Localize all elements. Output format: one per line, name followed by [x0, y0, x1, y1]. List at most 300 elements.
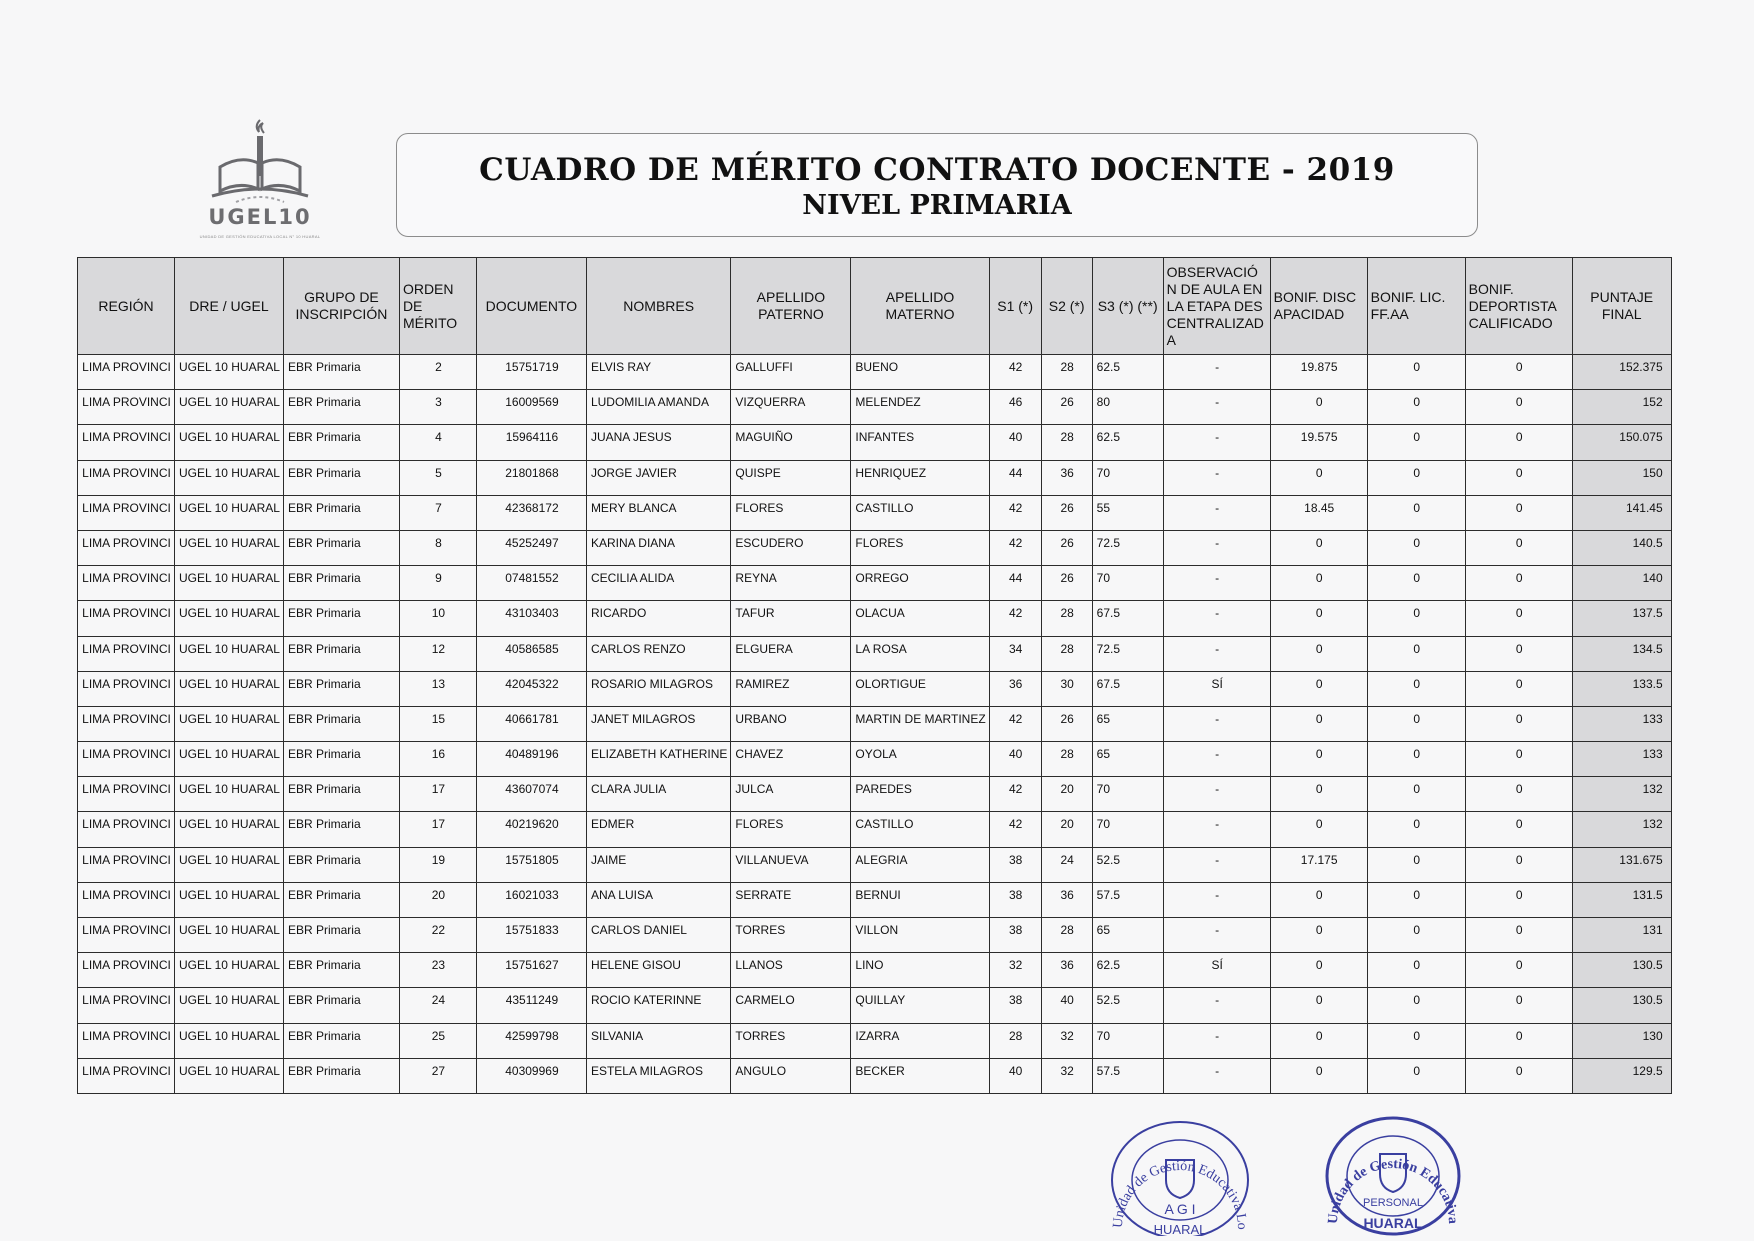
- cell-documento: 42599798: [476, 1023, 586, 1058]
- table-row: [78, 425, 1672, 460]
- cell-orden: 27: [399, 1058, 476, 1093]
- cell-puntaje-final: 150: [1572, 460, 1671, 495]
- col-s3: S3 (*) (**): [1092, 258, 1163, 355]
- cell-grupo: EBR Primaria: [283, 495, 399, 530]
- cell-apellido-paterno: ELGUERA: [731, 636, 851, 671]
- cell-s1: 44: [989, 566, 1041, 601]
- cell-nombres: MERY BLANCA: [586, 495, 730, 530]
- cell-ugel: UGEL 10 HUARAL: [175, 425, 284, 460]
- cell-s2: 32: [1041, 1023, 1092, 1058]
- cell-bonif-ffaa: 0: [1367, 742, 1465, 777]
- seal-personal: [1318, 1106, 1468, 1241]
- cell-documento: 43103403: [476, 601, 586, 636]
- cell-documento: 40586585: [476, 636, 586, 671]
- cell-s2: 28: [1041, 425, 1092, 460]
- cell-bonif-ffaa: 0: [1367, 495, 1465, 530]
- cell-puntaje-final: 140: [1572, 566, 1671, 601]
- table-row: [78, 1058, 1672, 1093]
- cell-nombres: ELVIS RAY: [586, 355, 730, 390]
- cell-bonif-discapacidad: 18.45: [1270, 495, 1367, 530]
- col-bonif-discapacidad: BONIF. DISCAPACIDAD: [1270, 258, 1367, 355]
- cell-observacion: -: [1163, 882, 1270, 917]
- cell-s2: 20: [1041, 812, 1092, 847]
- cell-documento: 15751719: [476, 355, 586, 390]
- cell-apellido-paterno: JULCA: [731, 777, 851, 812]
- cell-bonif-ffaa: 0: [1367, 355, 1465, 390]
- cell-puntaje-final: 133: [1572, 706, 1671, 741]
- cell-documento: 16021033: [476, 882, 586, 917]
- cell-orden: 10: [399, 601, 476, 636]
- cell-s2: 24: [1041, 847, 1092, 882]
- cell-s3: 65: [1092, 742, 1163, 777]
- cell-grupo: EBR Primaria: [283, 918, 399, 953]
- cell-bonif-discapacidad: 0: [1270, 777, 1367, 812]
- cell-region: LIMA PROVINCI: [78, 495, 175, 530]
- cell-bonif-deportista: 0: [1465, 566, 1572, 601]
- cell-apellido-paterno: CARMELO: [731, 988, 851, 1023]
- cell-bonif-deportista: 0: [1465, 671, 1572, 706]
- table-row: [78, 706, 1672, 741]
- cell-apellido-paterno: TORRES: [731, 918, 851, 953]
- cell-ugel: UGEL 10 HUARAL: [175, 530, 284, 565]
- cell-grupo: EBR Primaria: [283, 425, 399, 460]
- table-row: [78, 601, 1672, 636]
- cell-s3: 57.5: [1092, 1058, 1163, 1093]
- table-body: [78, 355, 1672, 1094]
- cell-grupo: EBR Primaria: [283, 988, 399, 1023]
- cell-puntaje-final: 129.5: [1572, 1058, 1671, 1093]
- seal-personal-bottom-text: HUARAL: [1363, 1215, 1423, 1231]
- cell-apellido-paterno: RAMIREZ: [731, 671, 851, 706]
- cell-bonif-deportista: 0: [1465, 918, 1572, 953]
- cell-s1: 38: [989, 882, 1041, 917]
- cell-nombres: JUANA JESUS: [586, 425, 730, 460]
- cell-region: LIMA PROVINCI: [78, 601, 175, 636]
- cell-bonif-ffaa: 0: [1367, 988, 1465, 1023]
- cell-s1: 42: [989, 495, 1041, 530]
- cell-puntaje-final: 141.45: [1572, 495, 1671, 530]
- cell-apellido-paterno: LLANOS: [731, 953, 851, 988]
- seal-agi-center-text: A G I: [1164, 1201, 1196, 1217]
- table-row: [78, 777, 1672, 812]
- table-row: [78, 1023, 1672, 1058]
- cell-grupo: EBR Primaria: [283, 601, 399, 636]
- cell-apellido-materno: OLACUA: [851, 601, 989, 636]
- cell-s1: 40: [989, 742, 1041, 777]
- document-subtitle: NIVEL PRIMARIA: [802, 190, 1072, 221]
- cell-observacion: -: [1163, 636, 1270, 671]
- table-row: [78, 355, 1672, 390]
- cell-bonif-ffaa: 0: [1367, 812, 1465, 847]
- cell-bonif-discapacidad: 0: [1270, 882, 1367, 917]
- cell-nombres: ANA LUISA: [586, 882, 730, 917]
- cell-region: LIMA PROVINCI: [78, 706, 175, 741]
- cell-bonif-ffaa: 0: [1367, 566, 1465, 601]
- cell-grupo: EBR Primaria: [283, 742, 399, 777]
- cell-s2: 28: [1041, 355, 1092, 390]
- cell-apellido-paterno: VIZQUERRA: [731, 390, 851, 425]
- cell-documento: 15751833: [476, 918, 586, 953]
- cell-s3: 55: [1092, 495, 1163, 530]
- cell-apellido-materno: PAREDES: [851, 777, 989, 812]
- cell-s3: 67.5: [1092, 671, 1163, 706]
- cell-orden: 5: [399, 460, 476, 495]
- cell-ugel: UGEL 10 HUARAL: [175, 671, 284, 706]
- cell-bonif-deportista: 0: [1465, 812, 1572, 847]
- cell-apellido-materno: ALEGRIA: [851, 847, 989, 882]
- cell-observacion: -: [1163, 425, 1270, 460]
- cell-region: LIMA PROVINCI: [78, 953, 175, 988]
- cell-bonif-deportista: 0: [1465, 355, 1572, 390]
- cell-s3: 72.5: [1092, 530, 1163, 565]
- cell-bonif-deportista: 0: [1465, 530, 1572, 565]
- cell-grupo: EBR Primaria: [283, 355, 399, 390]
- table-row: [78, 636, 1672, 671]
- cell-s2: 30: [1041, 671, 1092, 706]
- cell-nombres: CLARA JULIA: [586, 777, 730, 812]
- cell-s1: 28: [989, 1023, 1041, 1058]
- cell-nombres: EDMER: [586, 812, 730, 847]
- cell-documento: 15751805: [476, 847, 586, 882]
- cell-puntaje-final: 130: [1572, 1023, 1671, 1058]
- table-row: [78, 882, 1672, 917]
- cell-apellido-paterno: SERRATE: [731, 882, 851, 917]
- cell-orden: 2: [399, 355, 476, 390]
- cell-orden: 3: [399, 390, 476, 425]
- cell-nombres: ROCIO KATERINNE: [586, 988, 730, 1023]
- cell-puntaje-final: 130.5: [1572, 988, 1671, 1023]
- cell-bonif-discapacidad: 0: [1270, 988, 1367, 1023]
- cell-region: LIMA PROVINCI: [78, 847, 175, 882]
- col-bonif-deportista: BONIF. DEPORTISTA CALIFICADO: [1465, 258, 1572, 355]
- cell-orden: 23: [399, 953, 476, 988]
- table-row: [78, 812, 1672, 847]
- cell-ugel: UGEL 10 HUARAL: [175, 812, 284, 847]
- table-header-row: [78, 258, 1672, 355]
- cell-orden: 15: [399, 706, 476, 741]
- cell-observacion: -: [1163, 566, 1270, 601]
- table-row: [78, 390, 1672, 425]
- cell-apellido-materno: LINO: [851, 953, 989, 988]
- cell-region: LIMA PROVINCI: [78, 1023, 175, 1058]
- cell-s1: 42: [989, 777, 1041, 812]
- cell-ugel: UGEL 10 HUARAL: [175, 601, 284, 636]
- table-row: [78, 530, 1672, 565]
- cell-s3: 52.5: [1092, 988, 1163, 1023]
- cell-s3: 70: [1092, 460, 1163, 495]
- cell-grupo: EBR Primaria: [283, 671, 399, 706]
- cell-documento: 15751627: [476, 953, 586, 988]
- cell-apellido-paterno: QUISPE: [731, 460, 851, 495]
- cell-ugel: UGEL 10 HUARAL: [175, 918, 284, 953]
- seal-agi-bottom-text: HUARAL: [1153, 1222, 1207, 1236]
- logo-subtitle: UNIDAD DE GESTIÓN EDUCATIVA LOCAL N° 10 HUARAL: [199, 234, 321, 239]
- cell-s1: 40: [989, 425, 1041, 460]
- cell-nombres: CARLOS RENZO: [586, 636, 730, 671]
- cell-ugel: UGEL 10 HUARAL: [175, 706, 284, 741]
- seal-personal-center-text: PERSONAL: [1363, 1197, 1423, 1209]
- cell-apellido-materno: MELENDEZ: [851, 390, 989, 425]
- cell-orden: 7: [399, 495, 476, 530]
- cell-nombres: CECILIA ALIDA: [586, 566, 730, 601]
- open-book-torch-icon: [200, 112, 320, 207]
- cell-bonif-discapacidad: 0: [1270, 706, 1367, 741]
- cell-nombres: HELENE GISOU: [586, 953, 730, 988]
- cell-nombres: JORGE JAVIER: [586, 460, 730, 495]
- col-dre-ugel: DRE / UGEL: [175, 258, 284, 355]
- cell-observacion: -: [1163, 390, 1270, 425]
- cell-observacion: SÍ: [1163, 671, 1270, 706]
- cell-s2: 36: [1041, 953, 1092, 988]
- table-row: [78, 495, 1672, 530]
- cell-observacion: -: [1163, 1023, 1270, 1058]
- cell-s2: 36: [1041, 882, 1092, 917]
- cell-region: LIMA PROVINCI: [78, 636, 175, 671]
- cell-apellido-materno: CASTILLO: [851, 495, 989, 530]
- cell-ugel: UGEL 10 HUARAL: [175, 355, 284, 390]
- cell-bonif-discapacidad: 0: [1270, 918, 1367, 953]
- cell-documento: 40219620: [476, 812, 586, 847]
- cell-nombres: CARLOS DANIEL: [586, 918, 730, 953]
- cell-s2: 28: [1041, 636, 1092, 671]
- cell-observacion: -: [1163, 706, 1270, 741]
- cell-apellido-paterno: FLORES: [731, 812, 851, 847]
- cell-documento: 15964116: [476, 425, 586, 460]
- cell-bonif-deportista: 0: [1465, 425, 1572, 460]
- cell-observacion: -: [1163, 777, 1270, 812]
- cell-region: LIMA PROVINCI: [78, 671, 175, 706]
- cell-s2: 28: [1041, 601, 1092, 636]
- cell-observacion: -: [1163, 601, 1270, 636]
- cell-s1: 40: [989, 1058, 1041, 1093]
- table-row: [78, 671, 1672, 706]
- cell-puntaje-final: 131: [1572, 918, 1671, 953]
- col-region: REGIÓN: [78, 258, 175, 355]
- cell-bonif-deportista: 0: [1465, 706, 1572, 741]
- cell-bonif-ffaa: 0: [1367, 601, 1465, 636]
- cell-bonif-deportista: 0: [1465, 988, 1572, 1023]
- cell-apellido-materno: FLORES: [851, 530, 989, 565]
- cell-nombres: RICARDO: [586, 601, 730, 636]
- cell-puntaje-final: 137.5: [1572, 601, 1671, 636]
- cell-observacion: -: [1163, 812, 1270, 847]
- cell-region: LIMA PROVINCI: [78, 390, 175, 425]
- cell-grupo: EBR Primaria: [283, 882, 399, 917]
- cell-s1: 42: [989, 355, 1041, 390]
- cell-grupo: EBR Primaria: [283, 777, 399, 812]
- cell-puntaje-final: 130.5: [1572, 953, 1671, 988]
- cell-region: LIMA PROVINCI: [78, 812, 175, 847]
- col-bonif-ffaa: BONIF. LIC. FF.AA: [1367, 258, 1465, 355]
- cell-apellido-paterno: GALLUFFI: [731, 355, 851, 390]
- cell-observacion: -: [1163, 847, 1270, 882]
- cell-s3: 70: [1092, 1023, 1163, 1058]
- cell-s2: 40: [1041, 988, 1092, 1023]
- cell-bonif-ffaa: 0: [1367, 777, 1465, 812]
- cell-bonif-discapacidad: 19.575: [1270, 425, 1367, 460]
- cell-nombres: KARINA DIANA: [586, 530, 730, 565]
- cell-bonif-ffaa: 0: [1367, 390, 1465, 425]
- cell-observacion: -: [1163, 1058, 1270, 1093]
- cell-puntaje-final: 132: [1572, 777, 1671, 812]
- col-apellido-materno: APELLIDO MATERNO: [851, 258, 989, 355]
- cell-bonif-ffaa: 0: [1367, 706, 1465, 741]
- cell-bonif-ffaa: 0: [1367, 882, 1465, 917]
- cell-observacion: -: [1163, 460, 1270, 495]
- cell-documento: 40489196: [476, 742, 586, 777]
- col-orden: ORDEN DE MÉRITO: [399, 258, 476, 355]
- cell-s2: 26: [1041, 530, 1092, 565]
- cell-s1: 38: [989, 847, 1041, 882]
- cell-documento: 43511249: [476, 988, 586, 1023]
- cell-apellido-paterno: MAGUIÑO: [731, 425, 851, 460]
- cell-grupo: EBR Primaria: [283, 706, 399, 741]
- cell-documento: 43607074: [476, 777, 586, 812]
- cell-ugel: UGEL 10 HUARAL: [175, 636, 284, 671]
- cell-bonif-discapacidad: 0: [1270, 742, 1367, 777]
- cell-apellido-materno: HENRIQUEZ: [851, 460, 989, 495]
- cell-ugel: UGEL 10 HUARAL: [175, 1058, 284, 1093]
- cell-orden: 4: [399, 425, 476, 460]
- cell-s2: 26: [1041, 706, 1092, 741]
- cell-apellido-materno: ORREGO: [851, 566, 989, 601]
- cell-s2: 28: [1041, 742, 1092, 777]
- cell-nombres: JANET MILAGROS: [586, 706, 730, 741]
- cell-bonif-deportista: 0: [1465, 1058, 1572, 1093]
- cell-s3: 65: [1092, 918, 1163, 953]
- table-row: [78, 988, 1672, 1023]
- cell-bonif-discapacidad: 0: [1270, 953, 1367, 988]
- cell-bonif-ffaa: 0: [1367, 1058, 1465, 1093]
- cell-s3: 52.5: [1092, 847, 1163, 882]
- cell-observacion: -: [1163, 530, 1270, 565]
- cell-bonif-discapacidad: 0: [1270, 601, 1367, 636]
- cell-bonif-deportista: 0: [1465, 953, 1572, 988]
- cell-apellido-paterno: VILLANUEVA: [731, 847, 851, 882]
- cell-region: LIMA PROVINCI: [78, 777, 175, 812]
- cell-apellido-materno: VILLON: [851, 918, 989, 953]
- cell-ugel: UGEL 10 HUARAL: [175, 742, 284, 777]
- cell-s2: 20: [1041, 777, 1092, 812]
- cell-s3: 57.5: [1092, 882, 1163, 917]
- cell-grupo: EBR Primaria: [283, 390, 399, 425]
- cell-ugel: UGEL 10 HUARAL: [175, 390, 284, 425]
- cell-bonif-deportista: 0: [1465, 390, 1572, 425]
- cell-bonif-discapacidad: 0: [1270, 812, 1367, 847]
- cell-grupo: EBR Primaria: [283, 460, 399, 495]
- cell-s1: 46: [989, 390, 1041, 425]
- cell-bonif-ffaa: 0: [1367, 460, 1465, 495]
- logo-text: UGEL10: [208, 205, 312, 229]
- cell-apellido-materno: CASTILLO: [851, 812, 989, 847]
- cell-puntaje-final: 131.5: [1572, 882, 1671, 917]
- cell-grupo: EBR Primaria: [283, 1023, 399, 1058]
- cell-bonif-ffaa: 0: [1367, 953, 1465, 988]
- cell-ugel: UGEL 10 HUARAL: [175, 460, 284, 495]
- cell-bonif-discapacidad: 0: [1270, 636, 1367, 671]
- cell-orden: 17: [399, 812, 476, 847]
- cell-region: LIMA PROVINCI: [78, 742, 175, 777]
- cell-documento: 16009569: [476, 390, 586, 425]
- seal-agi-ring-text: Unidad de Gestión Educativa Lo: [1110, 1158, 1250, 1230]
- cell-s2: 26: [1041, 495, 1092, 530]
- cell-s2: 36: [1041, 460, 1092, 495]
- col-documento: DOCUMENTO: [476, 258, 586, 355]
- cell-bonif-discapacidad: 19.875: [1270, 355, 1367, 390]
- cell-bonif-discapacidad: 0: [1270, 671, 1367, 706]
- seal-agi: [1100, 1108, 1260, 1241]
- cell-apellido-paterno: FLORES: [731, 495, 851, 530]
- cell-bonif-deportista: 0: [1465, 1023, 1572, 1058]
- cell-observacion: -: [1163, 988, 1270, 1023]
- cell-s1: 42: [989, 601, 1041, 636]
- cell-ugel: UGEL 10 HUARAL: [175, 988, 284, 1023]
- cell-orden: 19: [399, 847, 476, 882]
- cell-puntaje-final: 152: [1572, 390, 1671, 425]
- cell-apellido-materno: BUENO: [851, 355, 989, 390]
- merit-table: [77, 257, 1672, 1094]
- cell-region: LIMA PROVINCI: [78, 1058, 175, 1093]
- cell-s2: 26: [1041, 390, 1092, 425]
- cell-bonif-ffaa: 0: [1367, 636, 1465, 671]
- cell-bonif-discapacidad: 17.175: [1270, 847, 1367, 882]
- cell-bonif-ffaa: 0: [1367, 847, 1465, 882]
- cell-region: LIMA PROVINCI: [78, 460, 175, 495]
- cell-puntaje-final: 132: [1572, 812, 1671, 847]
- cell-observacion: -: [1163, 495, 1270, 530]
- cell-s1: 42: [989, 812, 1041, 847]
- cell-s3: 65: [1092, 706, 1163, 741]
- cell-apellido-paterno: ESCUDERO: [731, 530, 851, 565]
- cell-nombres: JAIME: [586, 847, 730, 882]
- cell-orden: 24: [399, 988, 476, 1023]
- cell-grupo: EBR Primaria: [283, 953, 399, 988]
- cell-bonif-discapacidad: 0: [1270, 460, 1367, 495]
- cell-documento: 45252497: [476, 530, 586, 565]
- table-row: [78, 460, 1672, 495]
- cell-grupo: EBR Primaria: [283, 847, 399, 882]
- cell-grupo: EBR Primaria: [283, 636, 399, 671]
- table-row: [78, 918, 1672, 953]
- cell-bonif-discapacidad: 0: [1270, 1023, 1367, 1058]
- col-observacion: OBSERVACIÓN DE AULA EN LA ETAPA DESCENTRALIZADA: [1163, 258, 1270, 355]
- cell-apellido-paterno: ANGULO: [731, 1058, 851, 1093]
- col-s2: S2 (*): [1041, 258, 1092, 355]
- cell-apellido-materno: QUILLAY: [851, 988, 989, 1023]
- cell-s2: 32: [1041, 1058, 1092, 1093]
- col-puntaje-final: PUNTAJE FINAL: [1572, 258, 1671, 355]
- cell-ugel: UGEL 10 HUARAL: [175, 566, 284, 601]
- cell-documento: 42045322: [476, 671, 586, 706]
- cell-s3: 62.5: [1092, 953, 1163, 988]
- cell-puntaje-final: 133.5: [1572, 671, 1671, 706]
- cell-grupo: EBR Primaria: [283, 530, 399, 565]
- cell-orden: 22: [399, 918, 476, 953]
- cell-puntaje-final: 152.375: [1572, 355, 1671, 390]
- cell-s3: 62.5: [1092, 355, 1163, 390]
- cell-puntaje-final: 134.5: [1572, 636, 1671, 671]
- cell-bonif-deportista: 0: [1465, 847, 1572, 882]
- cell-bonif-deportista: 0: [1465, 601, 1572, 636]
- cell-orden: 9: [399, 566, 476, 601]
- cell-observacion: SÍ: [1163, 953, 1270, 988]
- cell-region: LIMA PROVINCI: [78, 918, 175, 953]
- cell-ugel: UGEL 10 HUARAL: [175, 847, 284, 882]
- cell-apellido-paterno: TAFUR: [731, 601, 851, 636]
- cell-apellido-paterno: URBANO: [731, 706, 851, 741]
- cell-documento: 40661781: [476, 706, 586, 741]
- cell-orden: 20: [399, 882, 476, 917]
